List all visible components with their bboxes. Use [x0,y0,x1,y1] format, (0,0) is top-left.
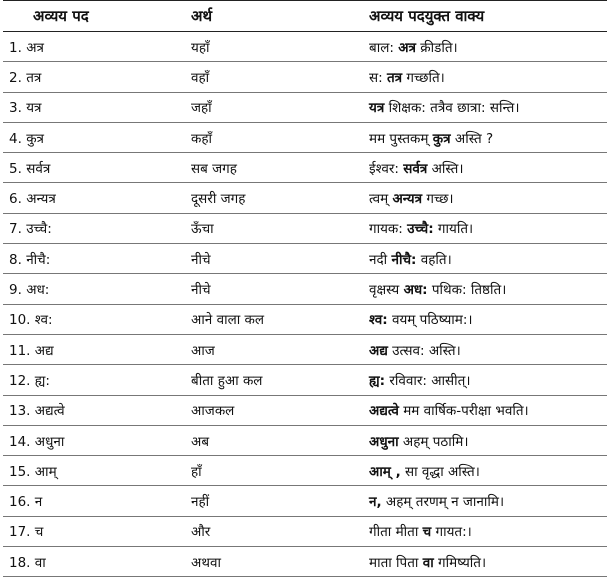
cell-meaning: नीचे [191,251,211,268]
sentence-keyword: नीचै: [391,251,417,268]
row-number: 4. [9,130,22,147]
row-number: 10. [9,312,31,329]
cell-meaning: कहाँ [191,130,213,147]
cell-word [3,32,163,62]
cell-meaning: और [191,524,211,541]
sentence-pre: माता पिता [369,554,423,571]
sentence-keyword: अत्र [398,39,416,56]
word-text: अद्य [34,342,54,359]
header-meaning: अर्थ [191,7,213,25]
table-row [3,395,607,425]
cell-sentence [363,62,607,92]
cell-sentence [363,425,607,455]
word-text: नीचै: [26,251,51,268]
cell-word [3,425,163,455]
header-word: अव्यय पद [33,7,89,25]
sentence-keyword: आम् , [369,463,401,480]
cell-word [3,395,163,425]
cell-word [3,547,163,577]
cell-sentence [363,274,607,304]
row-number: 5. [9,160,22,177]
cell-sentence [363,334,607,364]
row-number: 2. [9,69,22,86]
cell-meaning: नीचे [191,282,211,299]
sentence-post: शिक्षक: तत्रैव छात्रा: सन्ति। [384,100,520,117]
cell-sentence [363,213,607,243]
cell-sentence [363,365,607,395]
row-number: 17. [9,524,31,541]
table-row [3,486,607,516]
sentence-keyword: अध: [403,282,428,299]
cell-sentence [363,244,607,274]
sentence-keyword: अद्य [369,342,388,359]
indeclinables-table [3,0,607,577]
word-text: श्व: [34,312,53,329]
cell-meaning: सब जगह [191,160,237,177]
sentence-post: पथिक: तिष्ठति। [427,282,507,299]
row-number: 14. [9,433,31,450]
sentence-pre: वृक्षस्य [369,282,404,299]
table-row [3,304,607,334]
table-row [3,547,607,577]
cell-word [3,304,163,334]
cell-word [3,244,163,274]
row-number: 3. [9,100,22,117]
word-text: न [34,494,43,511]
word-text: आम् [34,463,57,480]
table-row [3,274,607,304]
cell-meaning: यहाँ [191,39,210,56]
sentence-pre: स: [369,69,387,86]
cell-meaning: अथवा [191,554,221,571]
table-row [3,183,607,213]
row-number: 12. [9,372,31,389]
cell-sentence [363,32,607,62]
row-number: 7. [9,221,22,238]
row-number: 13. [9,403,31,420]
sentence-post: वहति। [416,251,452,268]
cell-sentence [363,395,607,425]
sentence-post: सा वृद्धा अस्ति। [400,463,480,480]
cell-sentence [363,122,607,152]
cell-word [3,486,163,516]
cell-word [3,92,163,122]
word-text: अत्र [26,39,44,56]
sentence-pre: त्वम् [369,191,393,208]
word-text: यत्र [26,100,42,117]
sentence-pre: गीता मीता [369,524,423,541]
cell-word [3,274,163,304]
table-row [3,516,607,546]
table-row [3,153,607,183]
word-text: तत्र [26,69,42,86]
cell-meaning: बीता हुआ कल [191,372,263,389]
cell-meaning: आजकल [191,403,235,420]
sentence-post: अस्ति। [427,160,464,177]
row-number: 9. [9,282,22,299]
table-header [3,1,607,32]
table-row [3,365,607,395]
row-number: 18. [9,554,31,571]
sentence-keyword: श्व: [369,312,388,329]
sentence-pre: गायक: [369,221,408,238]
table-row [3,92,607,122]
word-text: कुत्र [26,130,45,147]
word-text: अद्यत्वे [34,403,65,420]
sentence-keyword: कुत्र [432,130,451,147]
sentence-post: गायति। [433,221,474,238]
cell-sentence [363,92,607,122]
sentence-post: अहम् तरणम् न जानामि। [381,494,505,511]
row-number: 8. [9,251,22,268]
sentence-pre: नदी [369,251,392,268]
table-row [3,122,607,152]
word-text: अध: [26,282,50,299]
sentence-post: गच्छ। [422,191,454,208]
table-row [3,334,607,364]
cell-sentence [363,516,607,546]
cell-word [3,516,163,546]
row-number: 16. [9,494,31,511]
cell-meaning: आज [191,342,215,359]
cell-meaning: वहाँ [191,69,210,86]
word-text: च [34,524,44,541]
cell-meaning: अब [191,433,210,450]
cell-meaning: दूसरी जगह [191,191,246,208]
sentence-post: गायत:। [431,524,472,541]
sentence-keyword: अद्यत्वे [369,403,399,420]
cell-sentence [363,183,607,213]
table-row [3,32,607,62]
sentence-keyword: च [422,524,432,541]
word-text: उच्चै: [26,221,52,238]
row-number: 1. [9,39,22,56]
cell-sentence [363,547,607,577]
word-text: ह्य: [34,372,50,389]
sentence-keyword: न, [369,494,382,511]
sentence-keyword: वा [422,554,434,571]
cell-word [3,213,163,243]
cell-word [3,334,163,364]
sentence-post: रविवार: आसीत्। [385,372,471,389]
sentence-keyword: सर्वत्र [403,160,428,177]
sentence-post: मम वार्षिक-परीक्षा भवति। [398,403,529,420]
row-number: 15. [9,463,31,480]
table-row [3,62,607,92]
table-row [3,213,607,243]
word-text: अधुना [34,433,65,450]
sentence-pre: बाल: [369,39,399,56]
word-text: सर्वत्र [26,160,51,177]
table-row [3,244,607,274]
cell-meaning: आने वाला कल [191,312,265,329]
sentence-keyword: ह्य: [369,372,386,389]
sentence-keyword: अधुना [369,433,399,450]
table-body [3,32,607,577]
sentence-post: अस्ति ? [450,130,494,147]
sentence-post: अहम् पठामि। [398,433,469,450]
word-text: अन्यत्र [26,191,56,208]
cell-sentence [363,304,607,334]
header-row [3,1,607,32]
sentence-pre: मम पुस्तकम् [369,130,433,147]
sentence-post: गमिष्यति। [433,554,487,571]
cell-meaning: हाँ [191,463,202,480]
cell-word [3,365,163,395]
sentence-keyword: तत्र [386,69,403,86]
sentence-post: गच्छति। [402,69,445,86]
cell-word [3,183,163,213]
sentence-keyword: यत्र [369,100,385,117]
table-row [3,425,607,455]
cell-meaning: नहीं [191,494,210,511]
sentence-keyword: अन्यत्र [392,191,423,208]
sentence-keyword: उच्चै: [407,221,434,238]
sentence-post: वयम् पठिष्याम:। [387,312,473,329]
word-text: वा [34,554,46,571]
cell-sentence [363,486,607,516]
header-sentence: अव्यय पदयुक्त वाक्य [369,7,485,25]
cell-sentence [363,153,607,183]
row-number: 6. [9,191,22,208]
cell-meaning: ऊँचा [191,221,214,238]
cell-word [3,153,163,183]
sentence-post: उत्सव: अस्ति। [387,342,461,359]
cell-word [3,62,163,92]
table-row [3,456,607,486]
sentence-pre: ईश्वर: [369,160,404,177]
sentence-post: क्रीडति। [415,39,458,56]
cell-sentence [363,456,607,486]
cell-word [3,122,163,152]
row-number: 11. [9,342,31,359]
cell-meaning: जहाँ [191,100,212,117]
cell-word [3,456,163,486]
